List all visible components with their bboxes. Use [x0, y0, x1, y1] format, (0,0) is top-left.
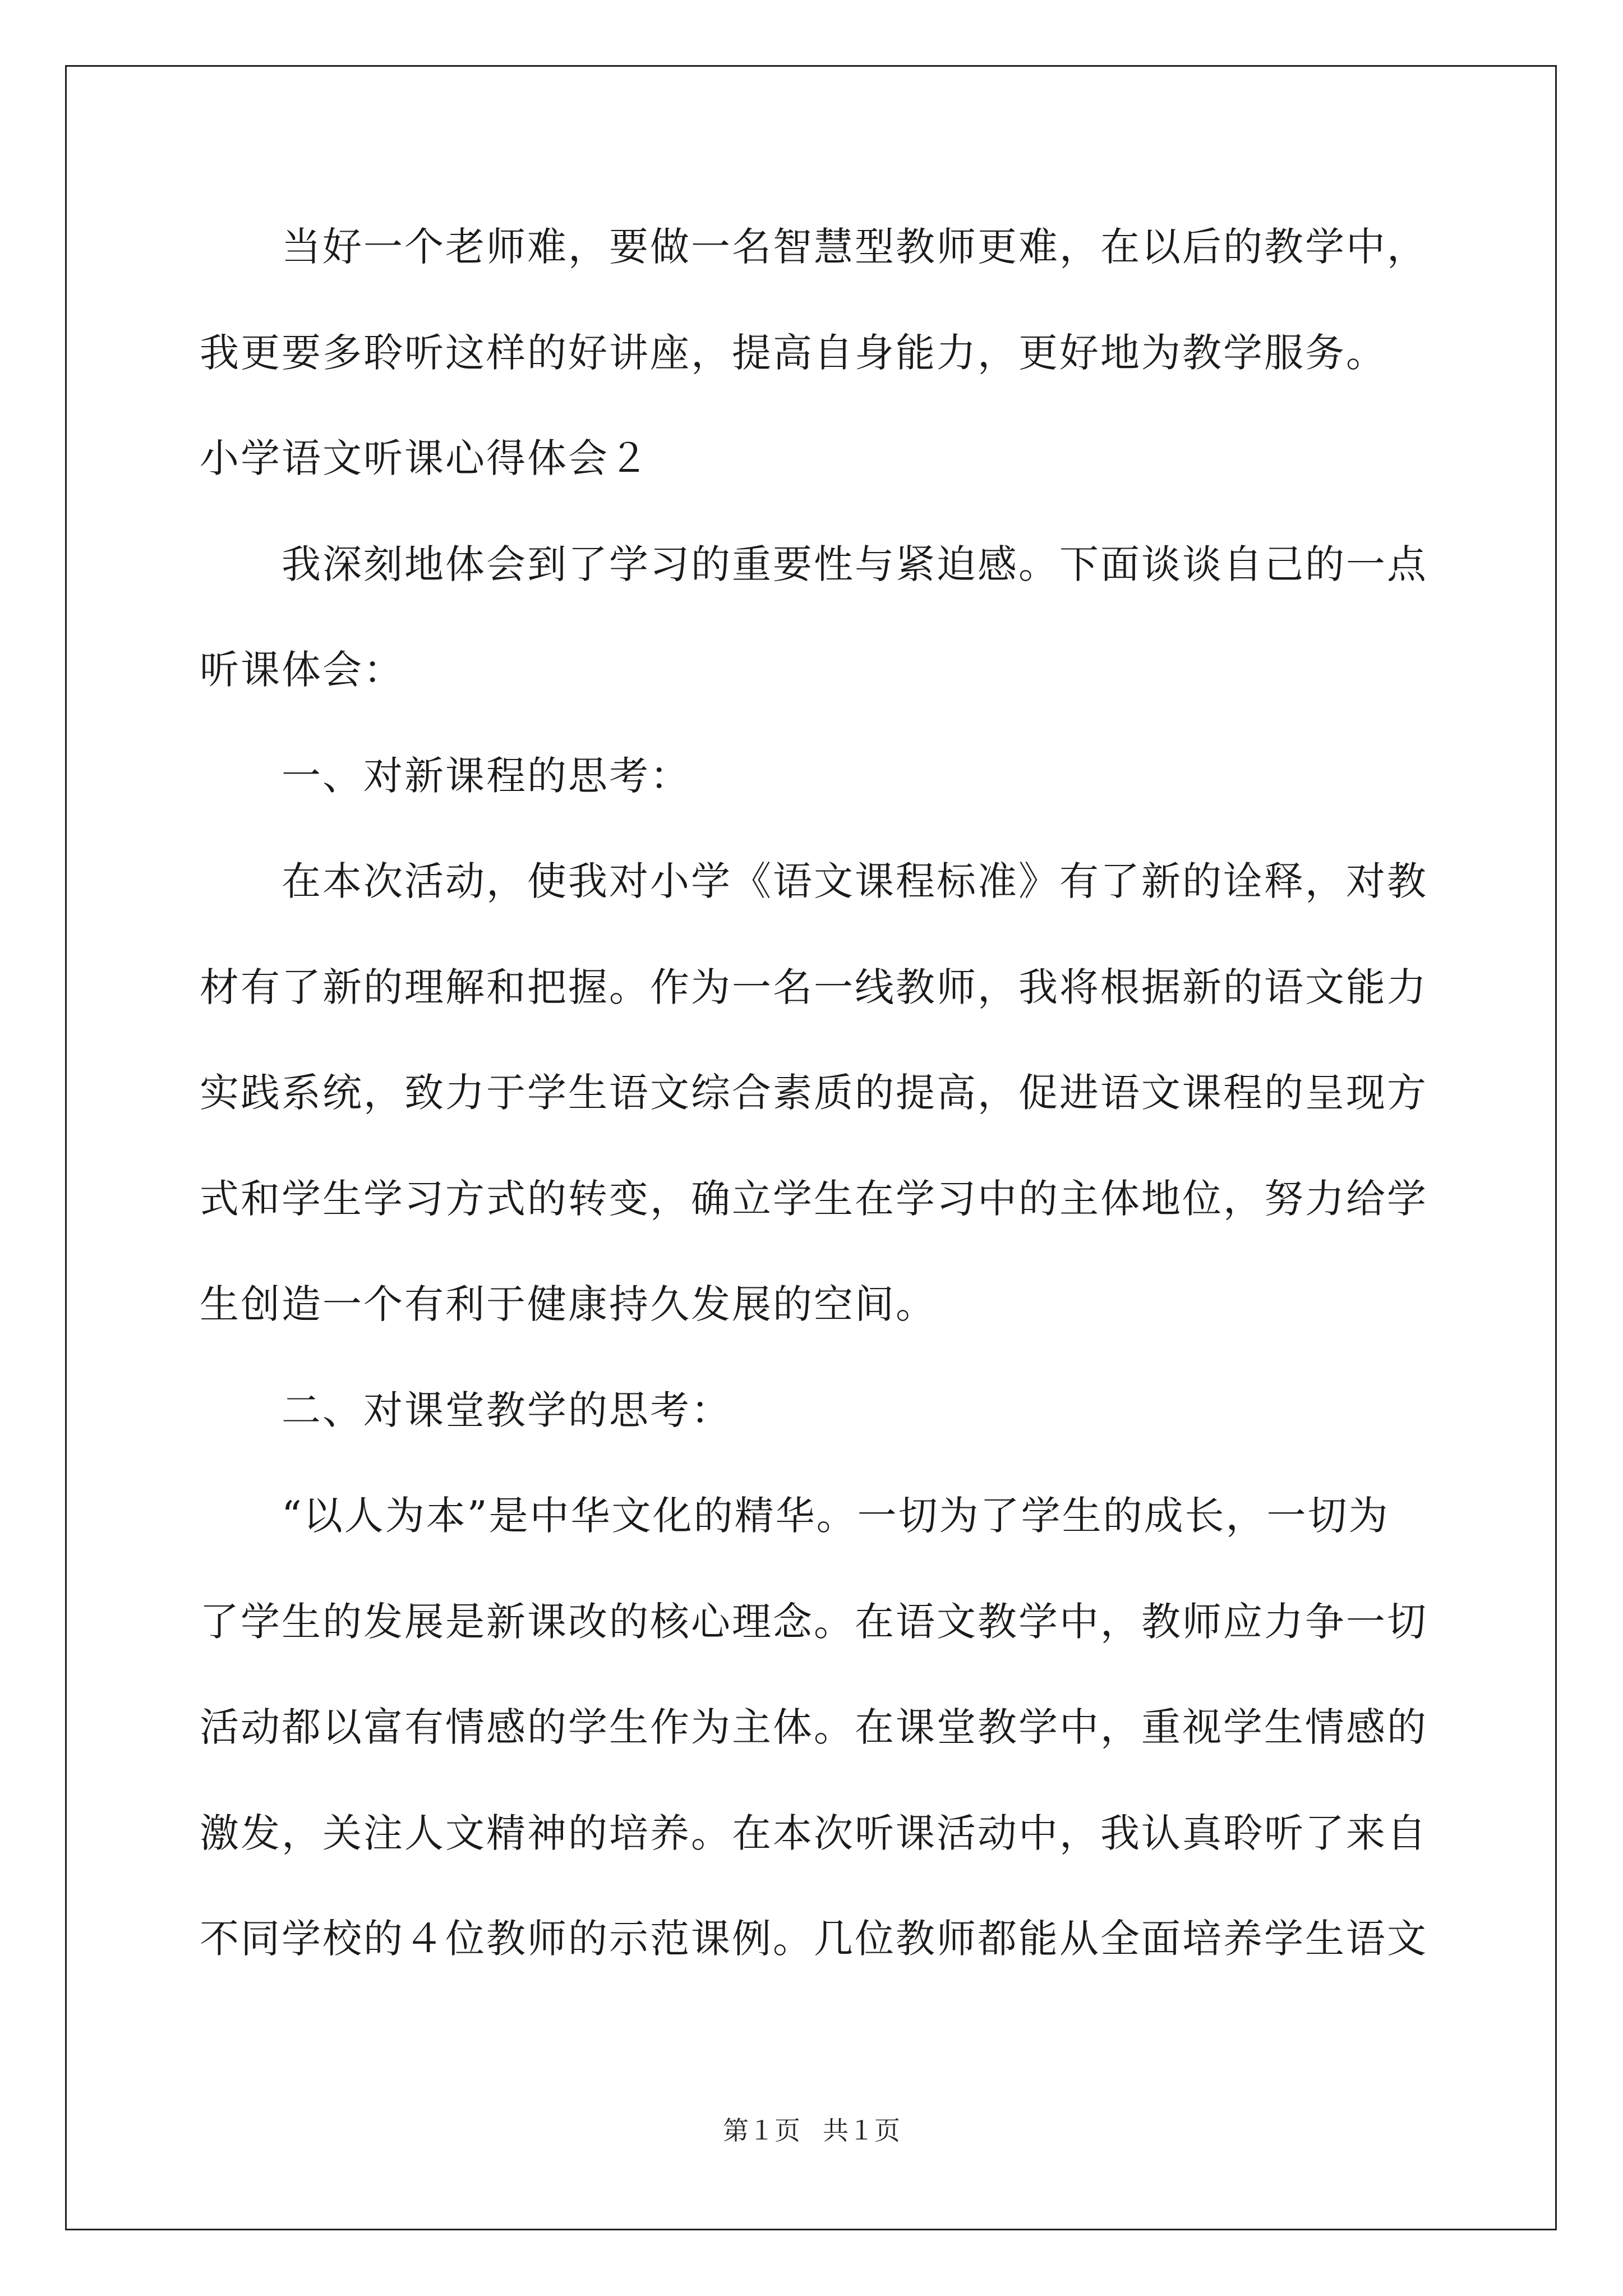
- text-line: 式和学生学习方式的转变，确立学生在学习中的主体地位，努力给学: [200, 1176, 1428, 1222]
- page-number: 第１页: [723, 2115, 800, 2146]
- text-line: “以人为本”是中华文化的精华。一切为了学生的成长，一切为: [282, 1493, 1390, 1539]
- text-line: 材有了新的理解和把握。作为一名一线教师，我将根据新的语文能力: [200, 964, 1428, 1010]
- text-line: 了学生的发展是新课改的核心理念。在语文教学中，教师应力争一切: [200, 1599, 1428, 1645]
- text-line: 活动都以富有情感的学生作为主体。在课堂教学中，重视学生情感的: [200, 1704, 1428, 1750]
- text-line: 我深刻地体会到了学习的重要性与紧迫感。下面谈谈自己的一点: [282, 541, 1428, 587]
- page-footer: [0, 2114, 1623, 2147]
- text-line: 生创造一个有利于健康持久发展的空间。: [200, 1281, 937, 1327]
- section-heading: 小学语文听课心得体会２: [200, 435, 650, 481]
- text-line: 实践系统，致力于学生语文综合素质的提高，促进语文课程的呈现方: [200, 1070, 1428, 1116]
- page-total: 共１页: [823, 2115, 900, 2146]
- text-line: 不同学校的４位教师的示范课例。几位教师都能从全面培养学生语文: [200, 1916, 1428, 1962]
- text-line: 激发，关注人文精神的培养。在本次听课活动中，我认真聆听了来自: [200, 1810, 1428, 1856]
- text-line: 一、对新课程的思考：: [282, 753, 691, 799]
- text-line: 听课体会：: [200, 647, 404, 693]
- text-line: 二、对课堂教学的思考：: [282, 1387, 732, 1433]
- text-line: 在本次活动，使我对小学《语文课程标准》有了新的诠释，对教: [282, 858, 1428, 904]
- page-border: [65, 65, 1557, 2230]
- text-line: 我更要多聆听这样的好讲座，提高自身能力，更好地为教学服务。: [200, 330, 1387, 376]
- text-line: 当好一个老师难，要做一名智慧型教师更难，在以后的教学中，: [282, 224, 1428, 270]
